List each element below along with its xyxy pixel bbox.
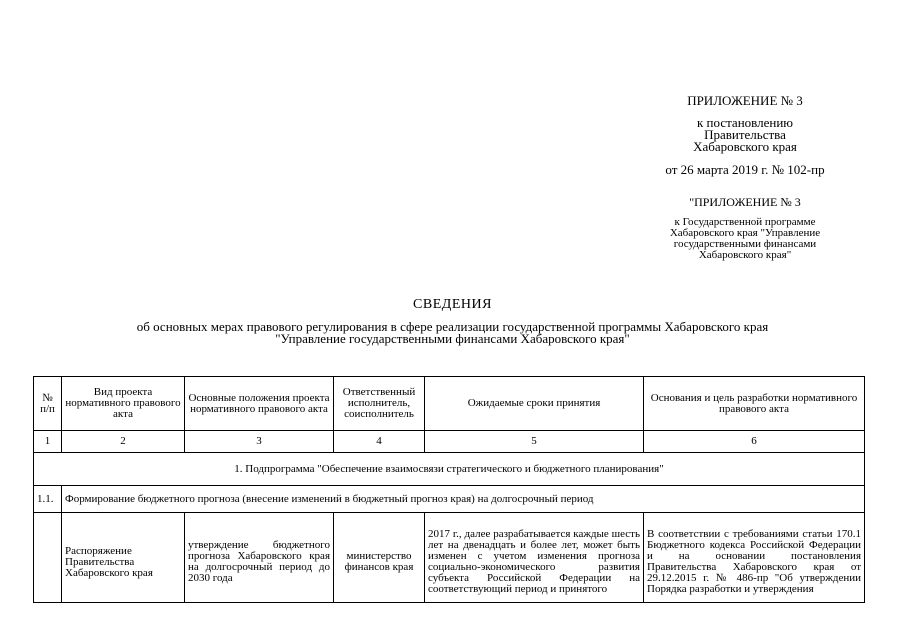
row-provisions: утверждение бюджетного прогноза Хабаровского края на долгосрочный период до 2030 года [185, 513, 334, 603]
row-basis: В соответствии с требованиями статьи 170.1 Бюджетного кодекса Российской Федерации и на основании постановления Правительства Хабаровского края от 29.12.2015 г. № 486-пр "Об утверждении Порядка разработки и утверждения [644, 513, 865, 603]
region: Хабаровского края [693, 139, 797, 154]
row-number-cell [34, 513, 62, 603]
section-row [34, 486, 865, 513]
document-subtitle-1: об основных мерах правового регулирования в сфере реализации государственной программы Хабаровского края [136, 319, 769, 334]
column-number-5: 5 [425, 431, 644, 453]
program-line-3: государственными финансами [673, 238, 817, 250]
section-title: Формирование бюджетного прогноза (внесение изменений в бюджетный прогноз края) на долгосрочный период [62, 486, 865, 513]
column-number-3: 3 [185, 431, 334, 453]
measures-table [33, 376, 865, 603]
table-header-row [34, 377, 865, 431]
row-terms: 2017 г., далее разрабатывается каждые шесть лет на двенадцать и более лет, может быть изменен с учетом изменения прогноза социально-экономического развития субъекта Российской Федерации на соответствующий период и принятого [425, 513, 644, 603]
column-number-1: 1 [34, 431, 62, 453]
row-executor: министерство финансов края [334, 513, 425, 603]
subprogram-row [34, 453, 865, 486]
header-cell-basis: Основания и цель разработки нормативного правового акта [644, 377, 865, 431]
subprogram-heading: 1. Подпрограмма "Обеспечение взаимосвязи стратегического и бюджетного планирования" [34, 453, 865, 486]
header-cell-act-type: Вид проекта нормативного правового акта [62, 377, 185, 431]
header-cell-terms: Ожидаемые сроки принятия [425, 377, 644, 431]
program-line-2: Хабаровского края "Управление [669, 227, 821, 239]
program-line-1: к Государственной программе [674, 216, 816, 228]
document-title: СВЕДЕНИЯ [413, 297, 492, 312]
row-act-type: Распоряжение Правительства Хабаровского края [62, 513, 185, 603]
column-number-2: 2 [62, 431, 185, 453]
document-subtitle-2: "Управление государственными финансами Хабаровского края" [275, 331, 630, 346]
table-row [34, 513, 865, 603]
column-number-6: 6 [644, 431, 865, 453]
government: Правительства [704, 127, 786, 142]
header-cell-provisions: Основные положения проекта нормативного правового акта [185, 377, 334, 431]
header-cell-executor: Ответственный исполнитель, соисполнитель [334, 377, 425, 431]
to-resolution: к постановлению [696, 115, 794, 130]
date-line: от 26 марта 2019 г. № 102-пр [665, 162, 825, 177]
column-number-4: 4 [334, 431, 425, 453]
appendix-title: ПРИЛОЖЕНИЕ № 3 [687, 93, 803, 108]
header-cell-number: № п/п [34, 377, 62, 431]
column-numbers-row [34, 431, 865, 453]
appendix-quote: "ПРИЛОЖЕНИЕ № 3 [689, 195, 801, 209]
program-line-4: Хабаровского края" [698, 249, 792, 261]
section-number: 1.1. [34, 486, 62, 513]
